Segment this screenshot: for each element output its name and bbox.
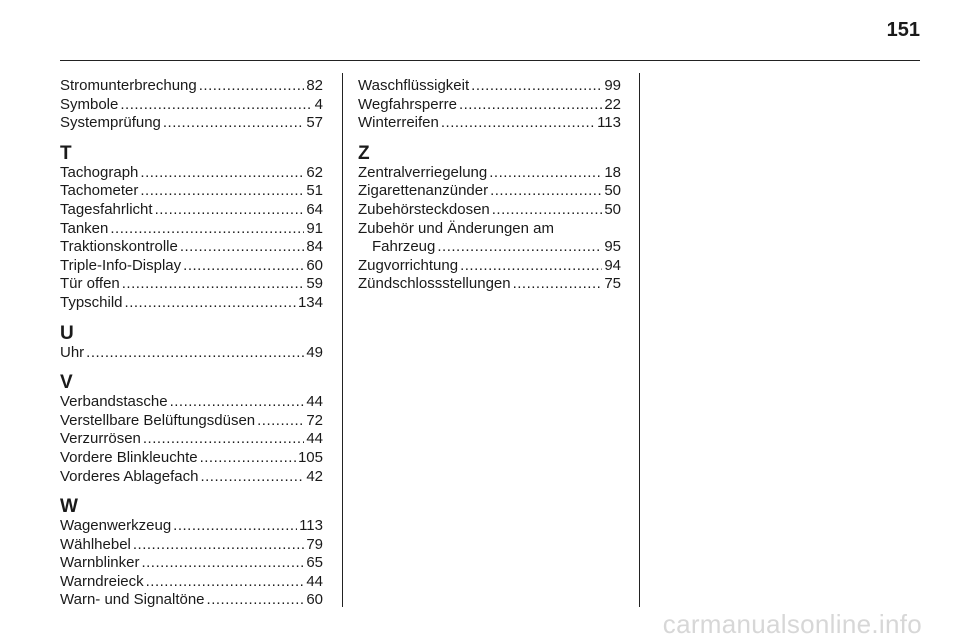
index-entry <box>358 114 621 133</box>
leader-dots <box>459 96 602 115</box>
index-page-ref: 50 <box>604 182 621 200</box>
column-divider <box>639 73 640 607</box>
index-term: Tür offen <box>60 275 120 293</box>
index-term: Zubehörsteckdosen <box>358 200 490 218</box>
column-divider <box>342 73 343 607</box>
index-term: Fahrzeug <box>372 238 436 256</box>
leader-dots <box>143 430 304 449</box>
index-entry <box>60 220 323 239</box>
index-term: Vorderes Ablagefach <box>60 467 199 485</box>
section-letter: V <box>60 372 73 394</box>
index-page-ref: 60 <box>306 256 323 274</box>
leader-dots <box>200 449 296 468</box>
index-entry <box>60 344 323 363</box>
index-entry <box>358 77 621 96</box>
leader-dots <box>146 573 305 592</box>
index-term: Warndreieck <box>60 572 144 590</box>
index-entry <box>60 257 323 276</box>
index-entry <box>60 294 323 313</box>
index-term: Verbandstasche <box>60 393 168 411</box>
watermark: carmanualsonline.info <box>662 609 922 639</box>
index-page-ref: 4 <box>314 95 323 113</box>
leader-dots <box>489 164 602 183</box>
index-term: Zugvorrichtung <box>358 256 459 274</box>
index-entry <box>60 238 323 257</box>
index-term: Traktionskontrolle <box>60 238 178 256</box>
index-term: Wegfahrsperre <box>358 95 457 113</box>
index-term: Warn- und Signaltöne <box>60 591 205 609</box>
index-page-ref: 82 <box>306 77 323 94</box>
index-page-ref: 60 <box>306 591 323 609</box>
leader-dots <box>492 201 603 220</box>
index-page-ref: 75 <box>604 275 621 293</box>
index-term: Tachometer <box>60 182 139 200</box>
leader-dots <box>110 220 304 239</box>
index-entry <box>60 449 323 468</box>
index-term: Tagesfahrlicht <box>60 200 153 218</box>
index-term: Tachograph <box>60 163 139 181</box>
index-page-ref: 59 <box>306 275 323 293</box>
leader-dots <box>125 294 296 313</box>
index-entry <box>358 96 621 115</box>
index-entry <box>60 96 323 115</box>
section-letter: W <box>60 496 78 518</box>
index-term: Tanken <box>60 219 109 237</box>
index-entry <box>60 554 323 573</box>
index-term: Wagenwerkzeug <box>60 517 172 535</box>
leader-dots <box>200 468 304 487</box>
index-entry <box>358 182 621 201</box>
index-entry <box>358 257 621 276</box>
index-term: Zubehör und Änderungen am <box>358 219 554 237</box>
index-term: Winterreifen <box>358 114 439 132</box>
index-page-ref: 91 <box>306 219 323 237</box>
section-letter: U <box>60 322 74 344</box>
index-term: Zündschlossstellungen <box>358 275 511 293</box>
leader-dots <box>180 238 304 257</box>
index-page-ref: 44 <box>306 572 323 590</box>
leader-dots <box>199 77 305 96</box>
index-entry <box>60 573 323 592</box>
index-page-ref: 99 <box>604 77 621 94</box>
leader-dots <box>490 182 602 201</box>
index-entry <box>60 536 323 555</box>
index-entry <box>60 412 323 431</box>
index-term: Wählhebel <box>60 535 131 553</box>
index-page-ref: 105 <box>297 448 323 466</box>
index-page-ref: 134 <box>297 293 323 311</box>
index-page-ref: 95 <box>604 238 621 256</box>
leader-dots <box>140 182 304 201</box>
leader-dots <box>86 344 304 363</box>
leader-dots <box>513 275 603 294</box>
index-page-ref: 51 <box>306 182 323 200</box>
index-term: Waschflüssigkeit <box>358 77 470 94</box>
index-entry <box>60 393 323 412</box>
index-page-ref: 42 <box>306 467 323 485</box>
leader-dots <box>183 257 304 276</box>
index-page-ref: 113 <box>597 114 621 132</box>
index-page-ref: 62 <box>306 163 323 181</box>
index-term: Zentralverriegelung <box>358 163 488 181</box>
index-term: Typschild <box>60 293 123 311</box>
index-page-ref: 79 <box>306 535 323 553</box>
index-term: Vordere Blinkleuchte <box>60 448 198 466</box>
page-number: 151 <box>886 19 920 41</box>
index-page-ref: 44 <box>306 393 323 411</box>
section-letter: Z <box>358 142 370 164</box>
index-entry <box>358 238 621 257</box>
index-term: Verstellbare Belüftungsdüsen <box>60 411 256 429</box>
header-rule <box>60 60 920 61</box>
index-entry <box>358 201 621 220</box>
leader-dots <box>257 412 304 431</box>
index-entry <box>60 430 323 449</box>
index-term: Systemprüfung <box>60 114 161 132</box>
leader-dots <box>120 96 312 115</box>
index-page-ref: 65 <box>306 554 323 572</box>
leader-dots <box>170 393 305 412</box>
index-entry <box>60 517 323 536</box>
index-entry <box>60 114 323 133</box>
index-entry <box>60 201 323 220</box>
index-term: Verzurrösen <box>60 430 141 448</box>
leader-dots <box>163 114 304 133</box>
index-page-ref: 44 <box>306 430 323 448</box>
leader-dots <box>471 77 602 96</box>
index-entry <box>60 77 323 96</box>
index-page-ref: 94 <box>604 256 621 274</box>
index-page-ref: 50 <box>604 200 621 218</box>
index-page-ref: 84 <box>306 238 323 256</box>
index-page-ref: 49 <box>306 343 323 361</box>
index-page-ref: 57 <box>306 114 323 132</box>
leader-dots <box>122 275 305 294</box>
index-column-right <box>358 77 621 294</box>
index-entry <box>60 468 323 487</box>
leader-dots <box>141 554 304 573</box>
index-entry <box>358 164 621 183</box>
leader-dots <box>140 164 304 183</box>
index-entry <box>60 182 323 201</box>
index-term: Triple-Info-Display <box>60 256 182 274</box>
leader-dots <box>441 114 595 133</box>
index-page-ref: 18 <box>604 163 621 181</box>
index-entry <box>60 275 323 294</box>
leader-dots <box>207 591 305 610</box>
index-page-ref: 64 <box>306 200 323 218</box>
index-term: Zigarettenanzünder <box>358 182 489 200</box>
index-term: Warnblinker <box>60 554 140 572</box>
index-entry <box>60 164 323 183</box>
leader-dots <box>155 201 305 220</box>
leader-dots <box>460 257 602 276</box>
index-page-ref: 113 <box>299 517 323 535</box>
index-page-ref: 22 <box>604 95 621 113</box>
index-entry <box>358 275 621 294</box>
leader-dots <box>437 238 602 257</box>
index-term: Stromunterbrechung <box>60 77 197 94</box>
index-term: Uhr <box>60 343 85 361</box>
section-letter: T <box>60 142 72 164</box>
index-column-left <box>60 77 323 610</box>
index-page-ref: 72 <box>306 411 323 429</box>
leader-dots <box>173 517 297 536</box>
index-entry <box>60 591 323 610</box>
leader-dots <box>133 536 304 555</box>
index-term: Symbole <box>60 95 119 113</box>
